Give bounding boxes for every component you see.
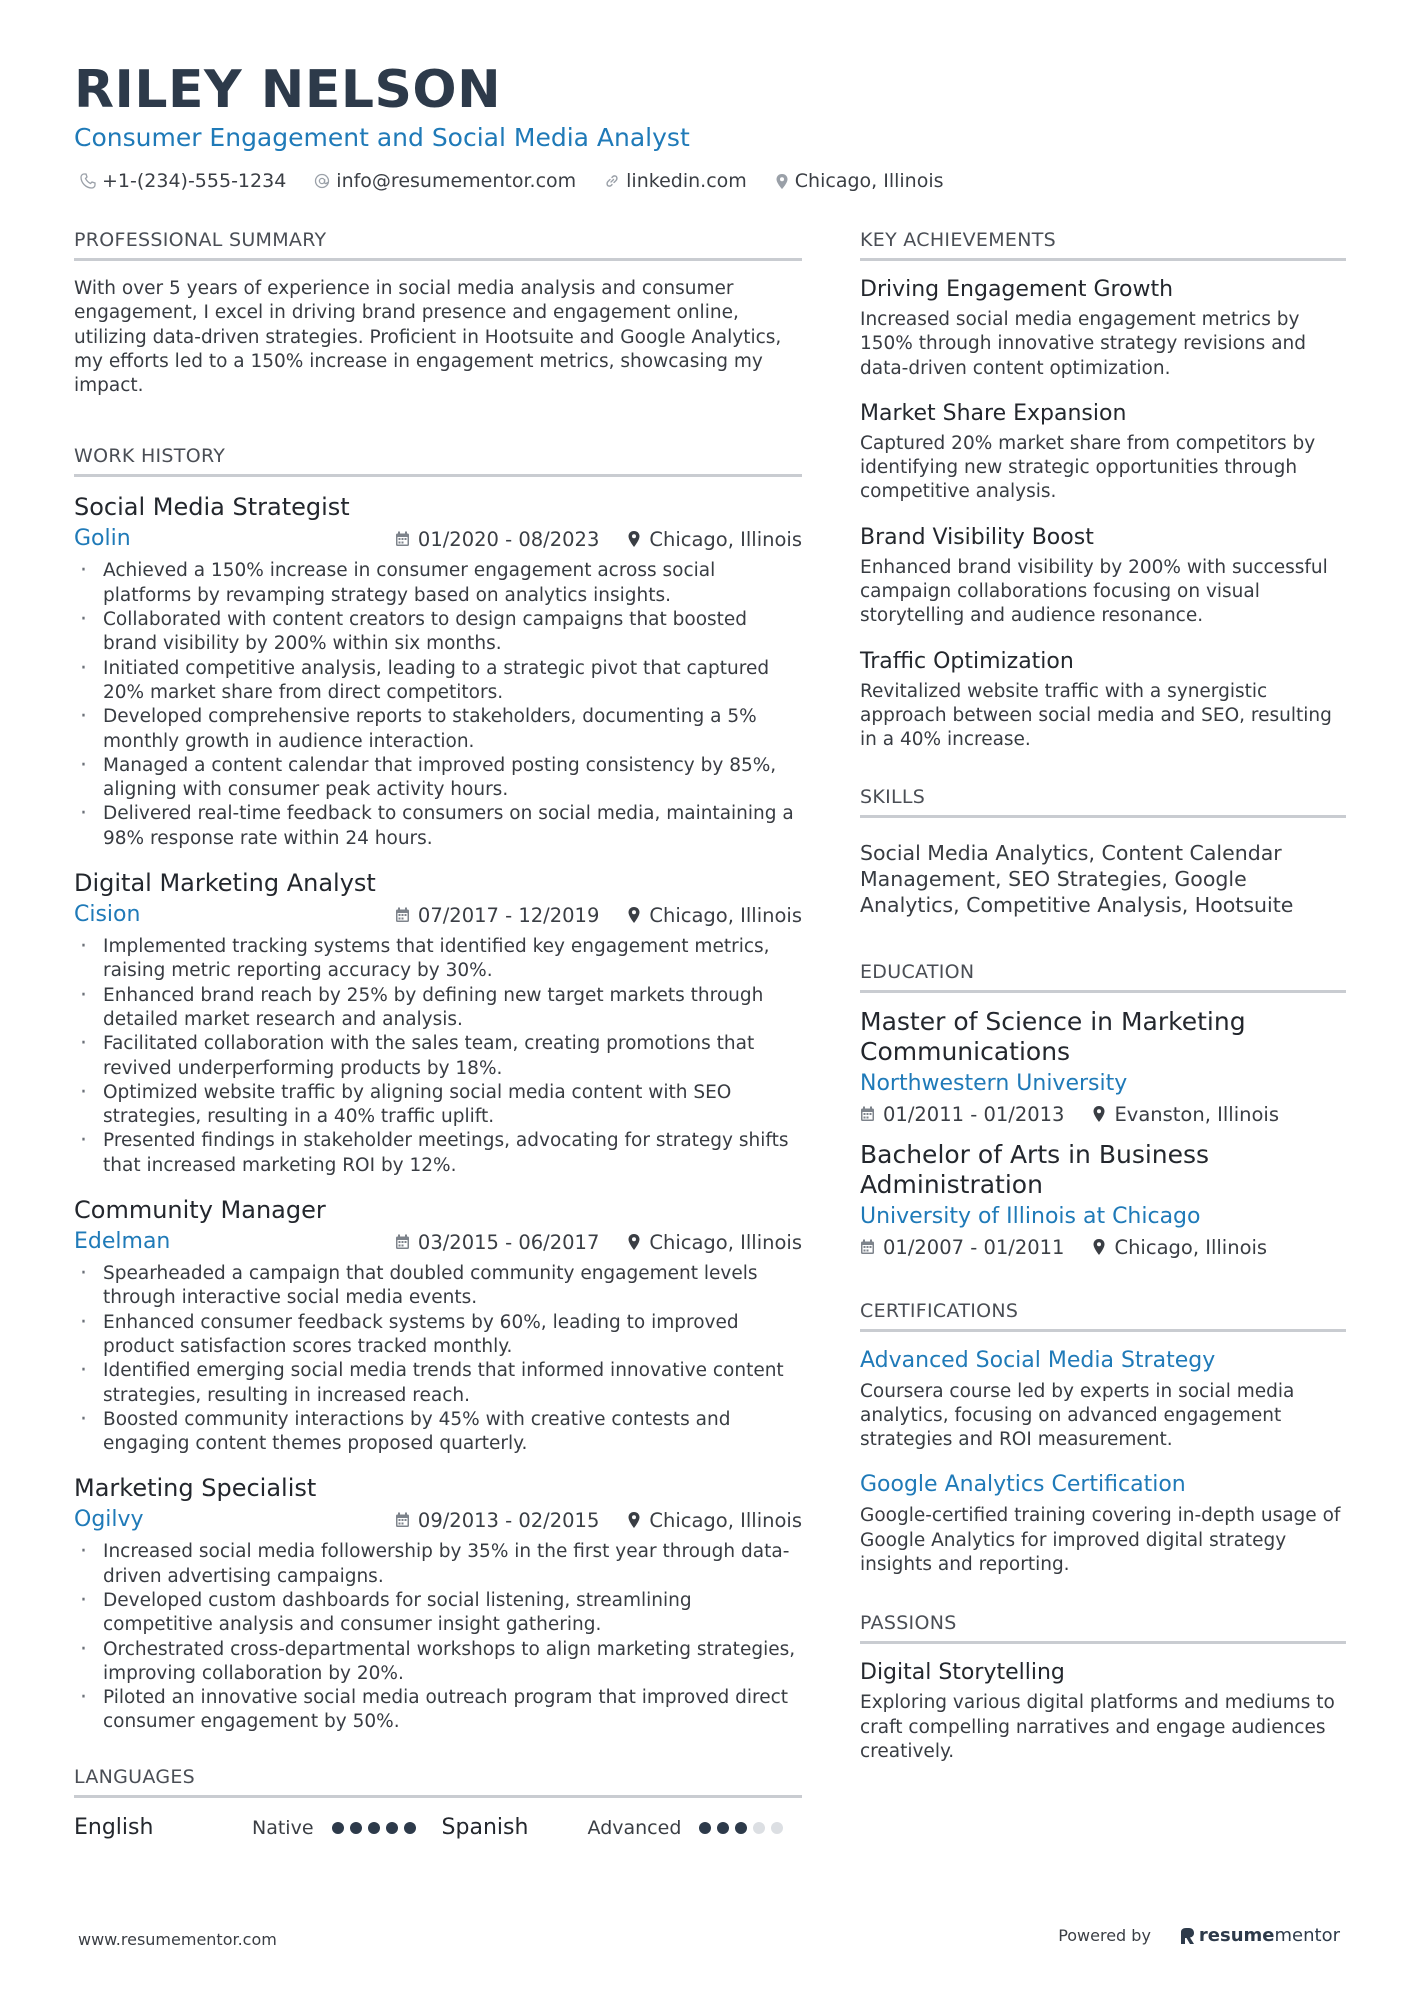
- certification-list: [860, 1346, 1346, 1578]
- education-dates-text: 01/2007 - 01/2011: [883, 1235, 1065, 1259]
- location-pin-icon: [1092, 1105, 1106, 1123]
- powered-by-label: Powered by: [1058, 1926, 1151, 1945]
- achievement-text: Revitalized website traffic with a synergistic approach between social media and SEO, resulting in a 40% increase.: [860, 680, 1332, 751]
- job-date-location: [395, 904, 802, 927]
- resumementor-logo-icon: [1179, 1927, 1195, 1945]
- job-dates: [395, 904, 599, 927]
- job-bullet: · Achieved a 150% increase in consumer engagement across social platforms by revamping strategy based on analytics insights.: [74, 559, 802, 608]
- job-dates-text: 03/2015 - 06/2017: [417, 1230, 600, 1254]
- achievement-title: Driving Engagement Growth: [860, 277, 1174, 302]
- headline: Consumer Engagement and Social Media Analyst: [74, 123, 690, 152]
- job-bullet: · Boosted community interactions by 45% with creative contests and engaging content themes proposed quarterly.: [74, 1408, 802, 1457]
- footer-branding: [1058, 1925, 1340, 1946]
- job-location: [627, 904, 802, 927]
- certification-title: Advanced Social Media Strategy: [860, 1347, 1216, 1373]
- rating-dot: [771, 1822, 783, 1834]
- education-section: [860, 960, 1346, 1259]
- job-bullet: · Developed comprehensive reports to stakeholders, documenting a 5% monthly growth in audience interaction.: [74, 705, 802, 754]
- job-bullet: · Enhanced consumer feedback systems by 60%, leading to improved product satisfaction scores tracked monthly.: [74, 1311, 802, 1360]
- job-bullet: · Presented findings in stakeholder meetings, advocating for strategy shifts that increased marketing ROI by 12%.: [74, 1129, 802, 1178]
- job-bullet: · Piloted an innovative social media outreach program that improved direct consumer engagement by 50%.: [74, 1686, 802, 1735]
- rating-dot: [699, 1822, 711, 1834]
- rating-dot: [735, 1822, 747, 1834]
- company-name: Edelman: [74, 1229, 171, 1255]
- job-dates: [395, 1509, 599, 1532]
- job-bullet: · Delivered real-time feedback to consumers on social media, maintaining a 98% response rate within 24 hours.: [74, 802, 802, 851]
- achievement-item: [860, 523, 1346, 629]
- job-location-text: Chicago, Illinois: [649, 1230, 802, 1254]
- passion-text: Exploring various digital platforms and mediums to craft compelling narratives and engage audiences creatively.: [860, 1692, 1335, 1762]
- linkedin-link[interactable]: linkedin.com: [626, 170, 747, 192]
- calendar-icon: [395, 907, 410, 923]
- candidate-name: RILEY NELSON: [74, 60, 502, 120]
- contact-location: [775, 170, 944, 192]
- achievement-item: [860, 399, 1346, 505]
- rating-dot: [717, 1822, 729, 1834]
- rating-dot: [404, 1822, 416, 1834]
- achievement-item: [860, 275, 1346, 381]
- education-location: [1092, 1103, 1279, 1126]
- passion-item: [860, 1658, 1346, 1764]
- languages-section: [74, 1765, 802, 1848]
- achievement-text: Captured 20% market share from competitors by identifying new strategic opportunities through competitive analysis.: [860, 432, 1316, 503]
- certifications-section: [860, 1299, 1346, 1578]
- company-name: Golin: [74, 526, 131, 552]
- key-achievements-section: [860, 228, 1346, 753]
- job-bullet: · Increased social media followership by 35% in the first year through data-driven advertising campaigns.: [74, 1540, 802, 1589]
- brand-logo[interactable]: [1179, 1925, 1340, 1946]
- language-rating: [699, 1822, 789, 1834]
- contact-email[interactable]: [314, 170, 576, 192]
- languages-row: [74, 1808, 802, 1848]
- section-title: CERTIFICATIONS: [860, 1299, 1346, 1332]
- education-item: [860, 1140, 1346, 1259]
- location-pin-icon: [627, 530, 641, 548]
- job-bullets: [74, 1540, 802, 1734]
- job-bullet: · Enhanced brand reach by 25% by defining new target markets through detailed market research and analysis.: [74, 984, 802, 1033]
- job-location-text: Chicago, Illinois: [649, 527, 802, 551]
- rating-dot: [386, 1822, 398, 1834]
- rating-dot: [332, 1822, 344, 1834]
- education-dates: [860, 1103, 1064, 1126]
- phone-icon: [80, 173, 96, 189]
- job-entry: [74, 1472, 802, 1734]
- job-meta: [74, 1506, 802, 1534]
- company-name: Ogilvy: [74, 1507, 144, 1533]
- education-meta: [860, 1103, 1346, 1126]
- contact-linkedin[interactable]: [604, 170, 747, 192]
- company-name: Cision: [74, 902, 141, 928]
- at-icon: [314, 173, 330, 189]
- left-column: [74, 228, 802, 1848]
- language-name: English: [74, 1815, 154, 1841]
- certification-text: Google-certified training covering in-depth usage of Google Analytics for improved digital strategy insights and reporting.: [860, 1505, 1341, 1576]
- job-entry: [74, 867, 802, 1178]
- job-entry: [74, 491, 802, 851]
- certification-item: [860, 1346, 1346, 1453]
- location-pin-icon: [627, 1511, 641, 1529]
- job-bullet: · Initiated competitive analysis, leading to a strategic pivot that captured 20% market share from direct competitors.: [74, 657, 802, 706]
- rating-dot: [368, 1822, 380, 1834]
- education-location: [1092, 1236, 1267, 1259]
- section-title: SKILLS: [860, 785, 1346, 818]
- education-item: [860, 1007, 1346, 1126]
- job-dates: [395, 1231, 599, 1254]
- achievement-title: Brand Visibility Boost: [860, 524, 1094, 550]
- certification-item: [860, 1470, 1346, 1577]
- right-column: [860, 228, 1346, 1782]
- job-bullets: [74, 559, 802, 851]
- job-title: Social Media Strategist: [74, 493, 350, 522]
- achievement-title: Market Share Expansion: [860, 400, 1127, 426]
- certification-title: Google Analytics Certification: [860, 1472, 1186, 1498]
- section-title: PROFESSIONAL SUMMARY: [74, 228, 802, 261]
- job-bullet: · Identified emerging social media trends that informed innovative content strategies, resulting in increased reach.: [74, 1359, 802, 1408]
- education-location-text: Evanston, Illinois: [1114, 1102, 1279, 1126]
- achievement-list: [860, 275, 1346, 753]
- job-dates-text: 01/2020 - 08/2023: [417, 527, 600, 551]
- calendar-icon: [860, 1106, 875, 1122]
- professional-summary-section: [74, 228, 802, 398]
- job-location: [627, 1509, 802, 1532]
- education-list: [860, 1007, 1346, 1259]
- language-name: Spanish: [441, 1815, 529, 1841]
- education-dates-text: 01/2011 - 01/2013: [883, 1102, 1065, 1126]
- job-dates-text: 07/2017 - 12/2019: [417, 903, 600, 927]
- section-title: PASSIONS: [860, 1611, 1346, 1644]
- job-bullet: · Collaborated with content creators to design campaigns that boosted brand visibility by 200% within six months.: [74, 608, 802, 657]
- section-title: EDUCATION: [860, 960, 1346, 993]
- job-location-text: Chicago, Illinois: [649, 903, 802, 927]
- calendar-icon: [860, 1239, 875, 1255]
- certification-text: Coursera course led by experts in social media analytics, focusing on advanced engagement strategies and ROI measurement.: [860, 1380, 1295, 1451]
- contact-bar: [80, 170, 972, 192]
- brand-name-bold: resume: [1198, 1925, 1275, 1946]
- job-dates: [395, 528, 599, 551]
- achievement-text: Increased social media engagement metrics by 150% through innovative strategy revisions and data-driven content optimization.: [860, 309, 1306, 379]
- location-pin-icon: [627, 906, 641, 924]
- location-pin-icon: [775, 173, 789, 190]
- job-location: [627, 528, 802, 551]
- achievement-text: Enhanced brand visibility by 200% with successful campaign collaborations focusing on visual storytelling and audience resonance.: [860, 556, 1328, 627]
- location-pin-icon: [627, 1233, 641, 1251]
- job-meta: [74, 1228, 802, 1256]
- job-location: [627, 1231, 802, 1254]
- brand-name-light: mentor: [1274, 1925, 1340, 1946]
- footer-website[interactable]: www.resumementor.com: [78, 1930, 277, 1949]
- work-history-section: [74, 444, 802, 1734]
- job-bullet: · Implemented tracking systems that identified key engagement metrics, raising metric reporting accuracy by 30%.: [74, 935, 802, 984]
- calendar-icon: [395, 1512, 410, 1528]
- education-meta: [860, 1236, 1346, 1259]
- language-level: Advanced: [587, 1816, 682, 1839]
- section-title: WORK HISTORY: [74, 444, 802, 477]
- job-bullet: · Optimized website traffic by aligning social media content with SEO strategies, resulting in a 40% traffic uplift.: [74, 1081, 802, 1130]
- school-name: Northwestern University: [860, 1070, 1128, 1096]
- calendar-icon: [395, 531, 410, 547]
- degree-title: Master of Science in Marketing Communications: [860, 1006, 1246, 1066]
- job-date-location: [395, 528, 802, 551]
- job-bullet: · Facilitated collaboration with the sales team, creating promotions that revived underperforming products by 18%.: [74, 1032, 802, 1081]
- job-list: [74, 491, 802, 1734]
- skills-section: [860, 785, 1346, 918]
- job-entry: [74, 1194, 802, 1456]
- passions-section: [860, 1611, 1346, 1764]
- passion-title: Digital Storytelling: [860, 1660, 1065, 1686]
- language-rating: [332, 1822, 436, 1834]
- job-bullet: · Developed custom dashboards for social listening, streamlining competitive analysis and consumer insight gathering.: [74, 1589, 802, 1638]
- job-meta: [74, 525, 802, 553]
- section-title: LANGUAGES: [74, 1765, 802, 1798]
- rating-dot: [753, 1822, 765, 1834]
- job-date-location: [395, 1509, 802, 1532]
- achievement-title: Traffic Optimization: [860, 648, 1074, 674]
- job-meta: [74, 901, 802, 929]
- job-date-location: [395, 1231, 802, 1254]
- education-dates: [860, 1236, 1064, 1259]
- achievement-item: [860, 647, 1346, 753]
- job-location-text: Chicago, Illinois: [649, 1508, 802, 1532]
- education-location-text: Chicago, Illinois: [1114, 1235, 1268, 1259]
- school-name: University of Illinois at Chicago: [860, 1203, 1201, 1229]
- job-bullet: · Orchestrated cross-departmental workshops to align marketing strategies, improving collaboration by 20%.: [74, 1638, 802, 1687]
- job-bullets: [74, 935, 802, 1178]
- job-bullet: · Managed a content calendar that improved posting consistency by 85%, aligning with consumer peak activity hours.: [74, 754, 802, 803]
- summary-text: With over 5 years of experience in social media analysis and consumer engagement, I excel in driving brand presence and engagement online, utilizing data-driven strategies. Proficient in Hootsuite and Google Analytics, my efforts led to a 150% increase in engagement metrics, showcasing my impact.: [74, 278, 782, 397]
- email-link[interactable]: info@resumementor.com: [336, 170, 577, 192]
- job-bullet: · Spearheaded a campaign that doubled community engagement levels through interactive social media events.: [74, 1262, 802, 1311]
- section-title: KEY ACHIEVEMENTS: [860, 228, 1346, 261]
- job-dates-text: 09/2013 - 02/2015: [417, 1508, 600, 1532]
- passion-list: [860, 1658, 1346, 1764]
- job-title: Community Manager: [74, 1196, 326, 1225]
- skills-text: Social Media Analytics, Content Calendar Management, SEO Strategies, Google Analytics, Competitive Analysis, Hootsuite: [860, 840, 1294, 917]
- location-pin-icon: [1092, 1238, 1106, 1256]
- job-title: Digital Marketing Analyst: [74, 869, 376, 898]
- degree-title: Bachelor of Arts in Business Administration: [860, 1139, 1210, 1199]
- contact-phone: [80, 170, 286, 192]
- location-text: Chicago, Illinois: [794, 170, 944, 192]
- link-icon: [604, 173, 620, 189]
- phone-text: +1-(234)-555-1234: [102, 170, 287, 192]
- job-title: Marketing Specialist: [74, 1474, 317, 1503]
- job-bullets: [74, 1262, 802, 1456]
- calendar-icon: [395, 1234, 410, 1250]
- rating-dot: [350, 1822, 362, 1834]
- language-level: Native: [252, 1816, 314, 1839]
